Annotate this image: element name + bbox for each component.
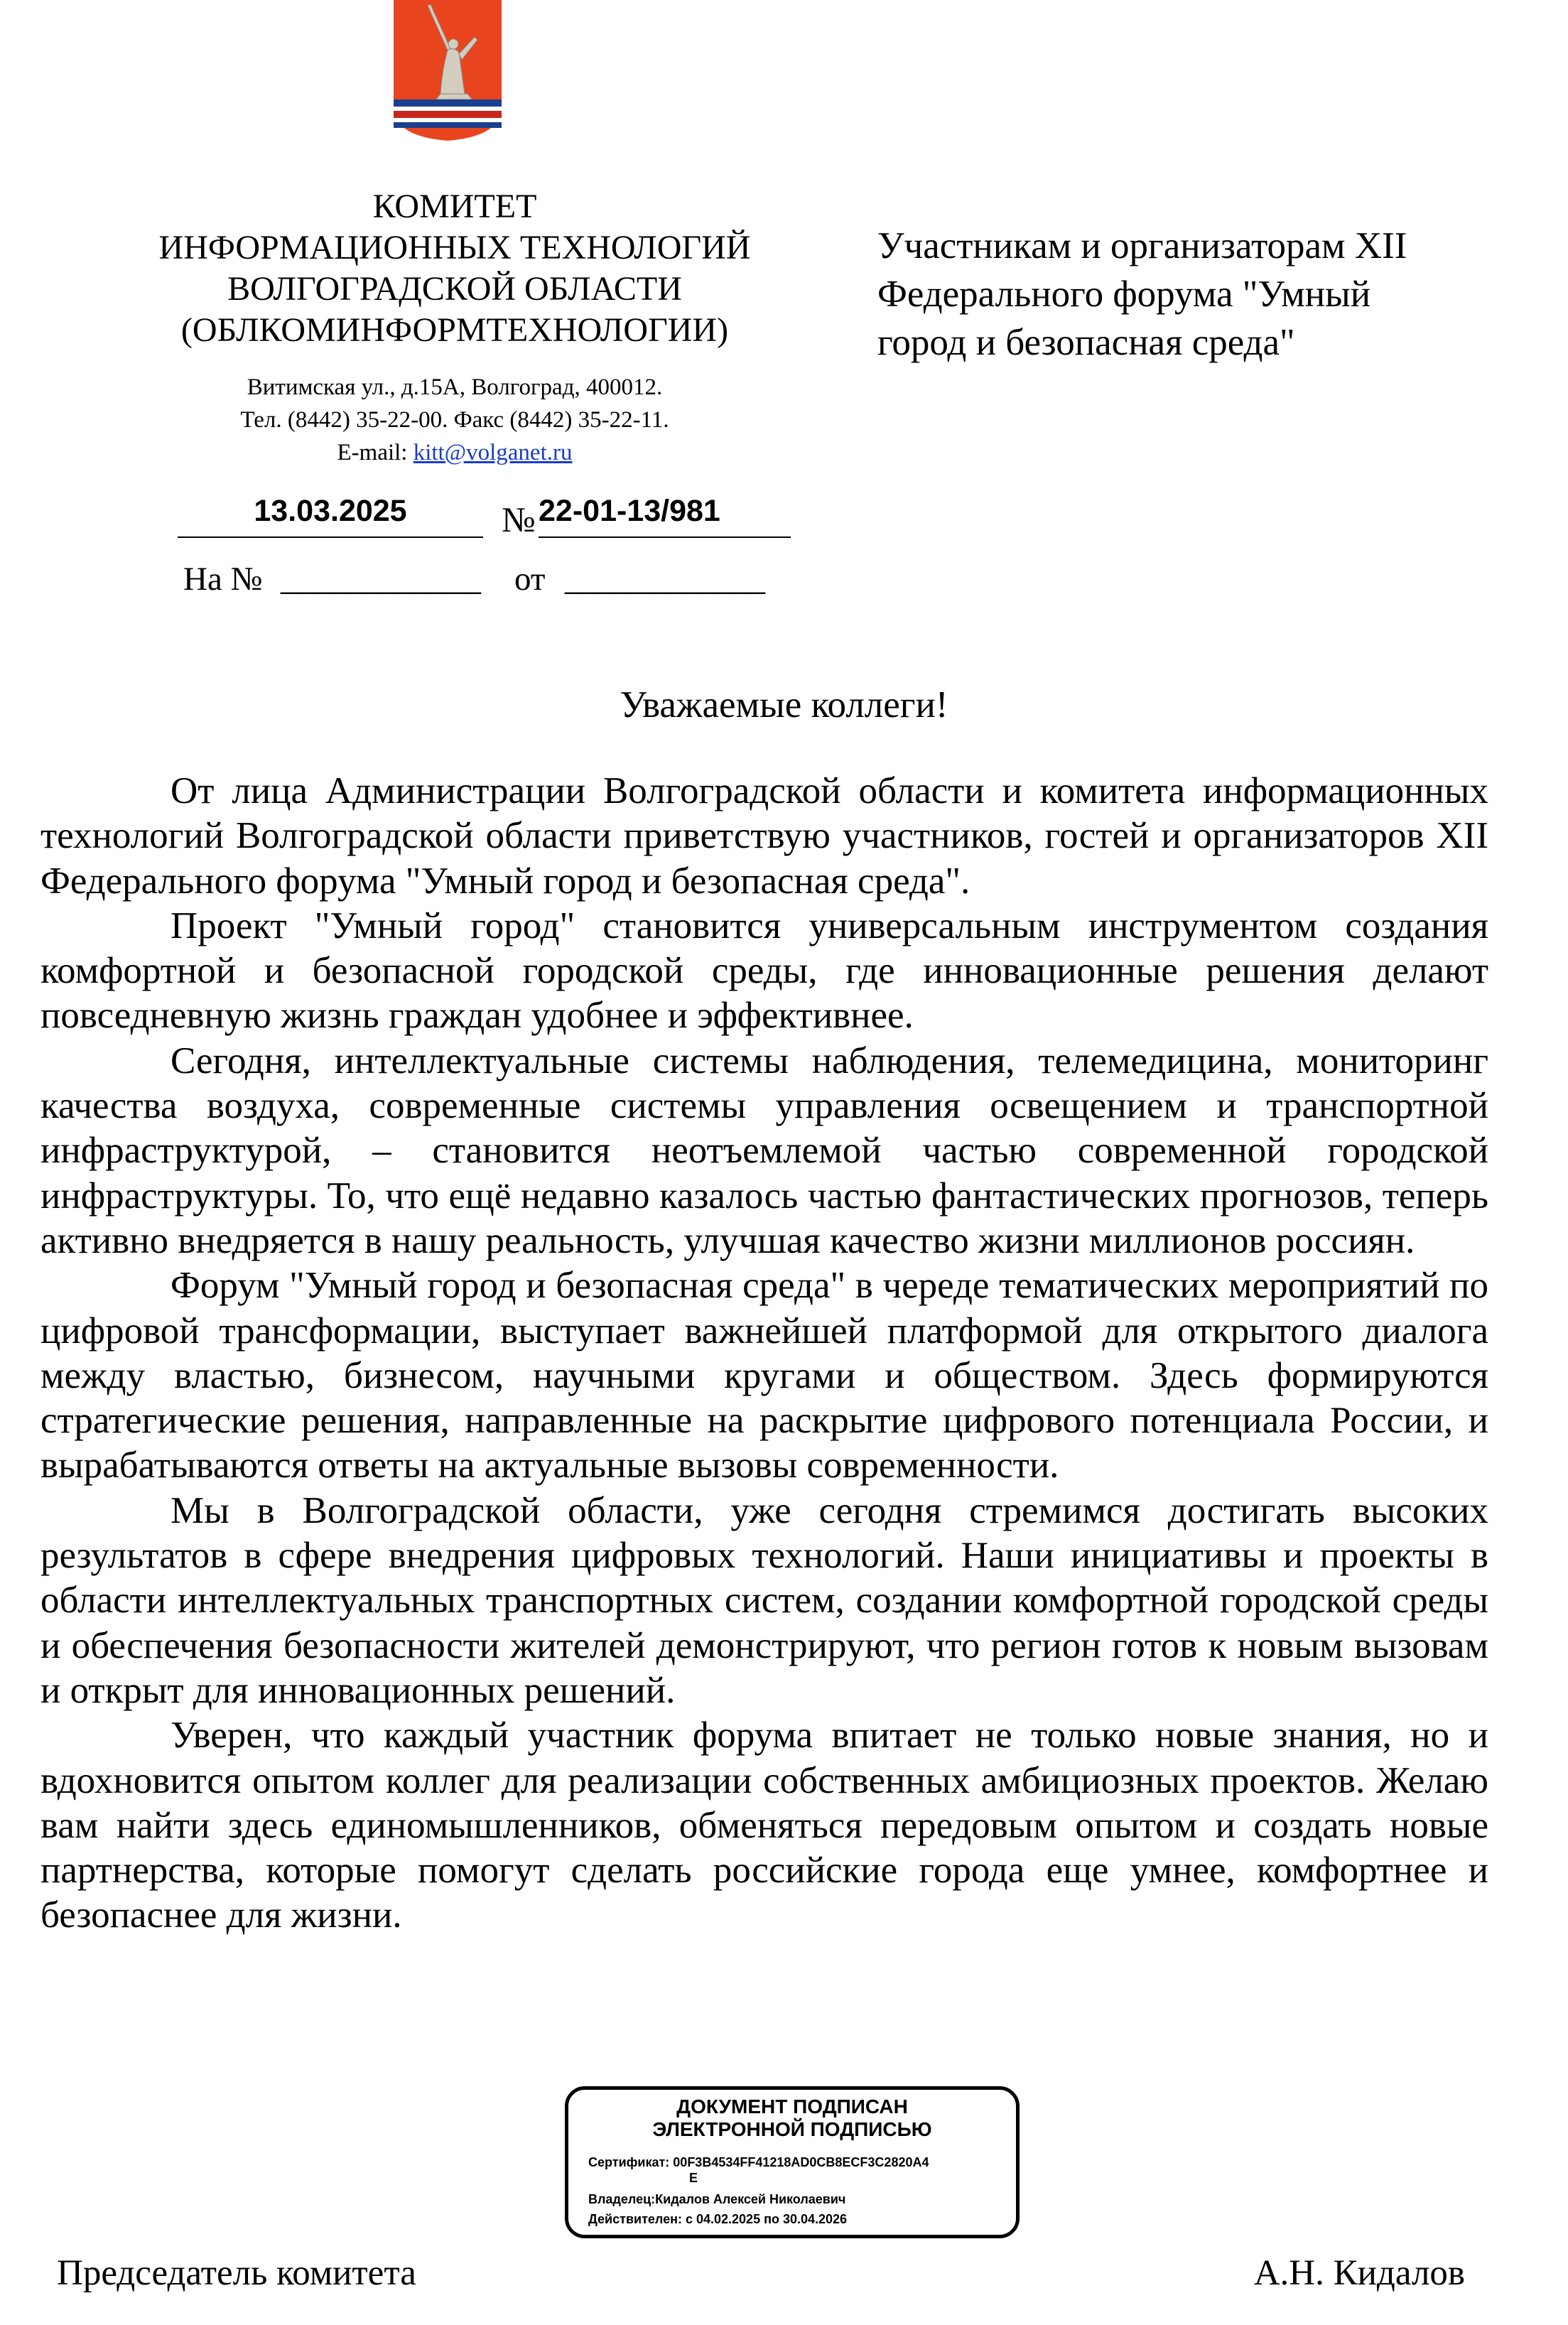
reference-number-label: На № bbox=[183, 561, 263, 598]
organization-phone-fax: Тел. (8442) 35-22-00. Факс (8442) 35-22-11. bbox=[240, 407, 669, 433]
body-paragraph: Форум "Умный город и безопасная среда" в череде тематических мероприятий по цифровой трансформации, выступает важнейшей платформой для открытого диалога между властью, бизнесом, научными кругами и обществом. Здесь формируются стратегические решения, направленные на раскрытие цифрового потенциала России, и вырабатываются ответы на актуальные вызовы современности. bbox=[40, 1265, 1488, 1487]
stamp-certificate-tail: E bbox=[689, 2171, 698, 2185]
reference-from-blank: ____________ bbox=[565, 561, 765, 598]
stamp-certificate: Сертификат: 00F3B4534FF41218AD0CB8ECF3C2820A4 bbox=[588, 2155, 929, 2169]
registration-date: 13.03.2025 bbox=[254, 494, 407, 528]
organization-name-line: ВОЛГОГРАДСКОЙ ОБЛАСТИ bbox=[227, 270, 682, 308]
organization-address: Витимская ул., д.15А, Волгоград, 400012. bbox=[247, 374, 663, 400]
organization-name-line: КОМИТЕТ bbox=[372, 188, 537, 225]
greeting: Уважаемые коллеги! bbox=[620, 684, 948, 725]
registration-number-underline bbox=[539, 536, 791, 538]
organization-contacts bbox=[71, 371, 838, 469]
stamp-validity: Действителен: с 04.02.2025 по 30.04.2026 bbox=[588, 2212, 848, 2226]
volgograd-coat-of-arms-icon bbox=[391, 0, 504, 141]
stamp-title-line: ЭЛЕКТРОННОЙ ПОДПИСЬЮ bbox=[652, 2118, 932, 2140]
signer-title: Председатель комитета bbox=[57, 2253, 416, 2293]
body-paragraph: Уверен, что каждый участник форума впитает не только новые знания, но и вдохновится опытом коллег для реализации собственных амбициозных проектов. Желаю вам найти здесь единомышленников, обменяться передовым опытом и создать новые партнерства, которые помогут сделать российские города еще умнее, комфортнее и безопаснее для жизни. bbox=[40, 1715, 1488, 1936]
addressee-line: город и безопасная среда" bbox=[877, 322, 1295, 363]
registration-number: 22-01-13/981 bbox=[539, 494, 720, 528]
registration-number-label: № bbox=[502, 500, 536, 539]
reference-from-label: от bbox=[514, 561, 546, 598]
body-paragraph: Проект "Умный город" становится универсальным инструментом создания комфортной и безопасной городской среды, где инновационные решения делают повседневную жизнь граждан удобнее и эффективнее. bbox=[40, 905, 1488, 1037]
stamp-owner: Владелец:Кидалов Алексей Николаевич bbox=[588, 2192, 846, 2206]
organization-email-line bbox=[71, 436, 838, 469]
addressee-line: Федерального форума "Умный bbox=[877, 274, 1371, 315]
registration-date-underline bbox=[178, 536, 483, 538]
email-label: E-mail: bbox=[337, 440, 413, 465]
body-paragraph: Мы в Волгоградской области, уже сегодня стремимся достигать высоких результатов в сфере внедрения цифровых технологий. Наши инициативы и проекты в области интеллектуальных транспортных систем, создании комфортной городской среды и обеспечения безопасности жителей демонстрируют, что регион готов к новым вызовам и открыт для инновационных решений. bbox=[40, 1489, 1488, 1711]
reference-number-blank: ____________ bbox=[281, 561, 481, 598]
stamp-title-line: ДОКУМЕНТ ПОДПИСАН bbox=[676, 2095, 908, 2118]
letter-body bbox=[40, 769, 1488, 1938]
organization-name-line: ИНФОРМАЦИОННЫХ ТЕХНОЛОГИЙ bbox=[158, 229, 751, 266]
addressee bbox=[877, 222, 1517, 367]
body-paragraph: От лица Администрации Волгоградской области и комитета информационных технологий Волгоградской области приветствую участников, гостей и организаторов XII Федерального форума "Умный город и безопасная среда". bbox=[40, 770, 1488, 902]
electronic-signature-stamp bbox=[565, 2086, 1020, 2238]
addressee-line: Участникам и организаторам XII bbox=[877, 225, 1407, 266]
organization-name-line: (ОБЛКОМИНФОРМТЕХНОЛОГИИ) bbox=[180, 311, 729, 349]
email-link[interactable]: kitt@volganet.ru bbox=[413, 440, 573, 465]
body-paragraph: Сегодня, интеллектуальные системы наблюдения, телемедицина, мониторинг качества воздуха, современные системы управления освещением и транспортной инфраструктурой, – становится неотъемлемой частью современной городской инфраструктуры. То, что ещё недавно казалось частью фантастических прогнозов, теперь активно внедряется в нашу реальность, улучшая качество жизни миллионов россиян. bbox=[40, 1040, 1488, 1261]
signer-name: А.Н. Кидалов bbox=[1253, 2253, 1465, 2293]
organization-name bbox=[71, 186, 838, 351]
